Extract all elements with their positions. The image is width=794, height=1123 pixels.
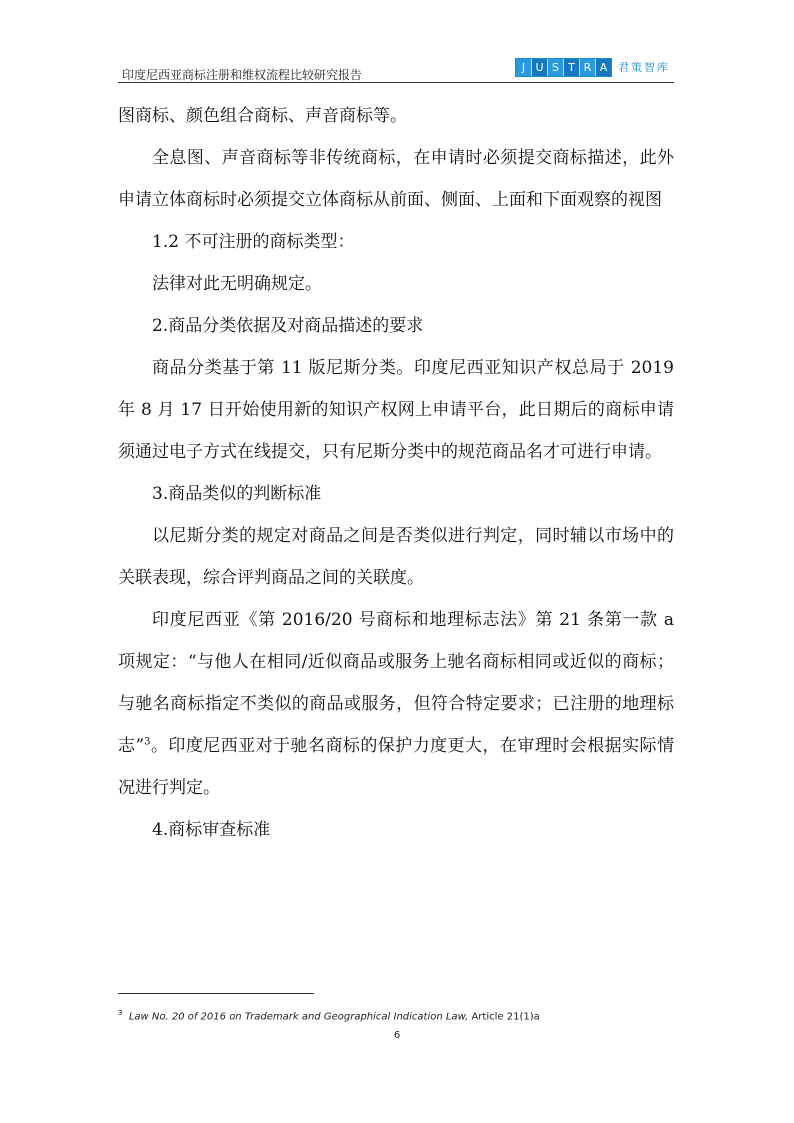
logo-letter-r: R: [580, 59, 596, 76]
footnote-divider: [118, 993, 314, 994]
well-known-marks-text-cont: 。印度尼西亚对于驰名商标的保护力度更大，在审理时会根据实际情况进行判定。: [118, 736, 674, 798]
paragraph-well-known-marks: [118, 599, 674, 809]
footnote-number: 3: [118, 1009, 123, 1017]
justra-logo: [515, 56, 670, 78]
section-heading-4: 4.商标审查标准: [152, 820, 271, 840]
footnote: [118, 1009, 540, 1022]
paragraph-nontraditional-marks: 全息图、声音商标等非传统商标，在申请时必须提交商标描述，此外申请立体商标时必须提交立体商标从前面、侧面、上面和下面观察的视图: [118, 148, 674, 210]
paragraph-nice-classification: 商品分类基于第 11 版尼斯分类。印度尼西亚知识产权总局于 2019 年 8 月 17 日开始使用新的知识产权网上申请平台，此日期后的商标申请须通过电子方式在线提交，只有尼斯分类中的规范商品名才可进行申请。: [118, 358, 674, 462]
body-content: [118, 95, 674, 851]
well-known-marks-text: 印度尼西亚《第 2016/20 号商标和地理标志法》第 21 条第一款 a 项规定：“与他人在相同/近似商品或服务上驰名商标相同或近似的商标；与驰名商标指定不类似的商品或服务，但符合特定要求；已注册的地理标志”: [118, 610, 674, 756]
logo-letter-u: U: [532, 59, 548, 76]
header-divider: [118, 82, 674, 83]
section-heading-1-2: 1.2 不可注册的商标类型：: [152, 232, 355, 252]
footnote-law-title: Law No. 20 of 2016 on Trademark and Geographical Indication Law,: [128, 1011, 469, 1023]
header-title: 印度尼西亚商标注册和维权流程比较研究报告: [122, 68, 363, 82]
section-heading-3: 3.商品类似的判断标准: [152, 484, 322, 504]
footnote-article: Article 21(1)a: [468, 1011, 540, 1023]
logo-letter-s: S: [548, 59, 564, 76]
footnote-reference[interactable]: 3: [144, 736, 151, 748]
paragraph-similarity-criteria: 以尼斯分类的规定对商品之间是否类似进行判定，同时辅以市场中的关联表现，综合评判商品之间的关联度。: [118, 526, 674, 588]
logo-chinese-name: 君策智库: [618, 61, 670, 74]
page-header: [118, 56, 674, 82]
page-number: 6: [393, 1030, 401, 1041]
logo-letter-t: T: [564, 59, 580, 76]
logo-letter-a: A: [596, 59, 611, 76]
section-heading-2: 2.商品分类依据及对商品描述的要求: [152, 316, 424, 336]
paragraph-no-regulation: 法律对此无明确规定。: [152, 274, 322, 294]
logo-letter-box: [515, 58, 612, 77]
paragraph-continuation: 图商标、颜色组合商标、声音商标等。: [118, 106, 407, 126]
logo-letter-j: J: [516, 59, 532, 76]
